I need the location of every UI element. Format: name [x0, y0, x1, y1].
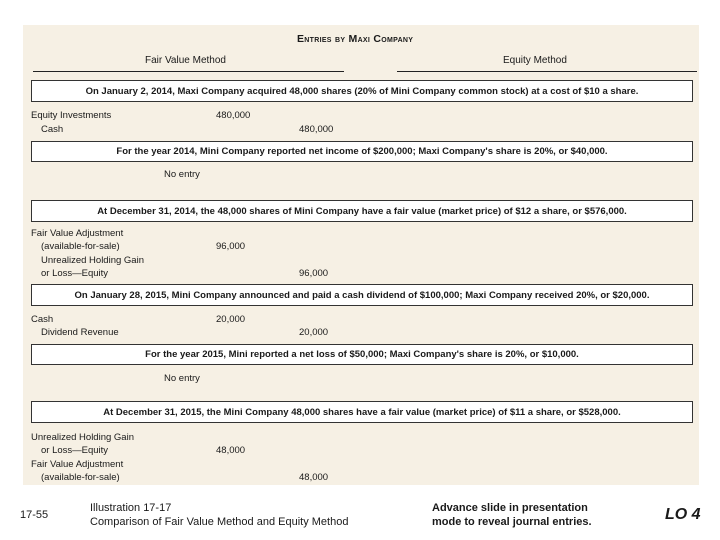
presentation-note-line-2: mode to reveal journal entries. [432, 516, 592, 528]
entry-6-line-1: Unrealized Holding Gain [31, 432, 134, 443]
entry-1-debit-amount: 480,000 [216, 110, 251, 121]
entry-4-credit-amount: 20,000 [299, 327, 329, 338]
fair-value-heading: Fair Value Method [145, 55, 226, 66]
entry-5-no-entry: No entry [164, 373, 200, 384]
entry-3-line-1: Fair Value Adjustment [31, 228, 124, 239]
equity-rule [397, 71, 697, 72]
entry-4-debit-amount: 20,000 [216, 314, 246, 325]
entry-6-debit-amount: 48,000 [216, 445, 246, 456]
learning-objective: LO 4 [665, 506, 701, 523]
entry-3-line-4: or Loss—Equity [41, 268, 109, 279]
illustration-subtitle: Comparison of Fair Value Method and Equity Method [90, 516, 349, 528]
entry-3-line-2: (available-for-sale) [41, 241, 120, 252]
entry-3-line-3: Unrealized Holding Gain [41, 255, 144, 266]
event-band-4: On January 28, 2015, Mini Company announced and paid a cash dividend of $100,000; Maxi Company received 20%, or $20,000. [31, 284, 693, 306]
page-title: Entries by Maxi Company [297, 33, 414, 45]
entry-2-no-entry: No entry [164, 169, 200, 180]
equity-heading: Equity Method [503, 55, 567, 66]
entry-1-credit-account: Cash [41, 124, 64, 135]
event-band-3: At December 31, 2014, the 48,000 shares of Mini Company have a fair value (market price) of $12 a share, or $576,000. [31, 200, 693, 222]
entry-3-debit-amount: 96,000 [216, 241, 246, 252]
entry-4-debit-account: Cash [31, 314, 54, 325]
entry-1-credit-amount: 480,000 [299, 124, 334, 135]
event-band-1: On January 2, 2014, Maxi Company acquired 48,000 shares (20% of Mini Company common stock) at a cost of $10 a share. [31, 80, 693, 102]
presentation-note-line-1: Advance slide in presentation [432, 502, 588, 514]
entry-1-debit-account: Equity Investments [31, 110, 112, 121]
event-band-5: For the year 2015, Mini reported a net loss of $50,000; Maxi Company's share is 20%, or $10,000. [31, 344, 693, 365]
event-band-6: At December 31, 2015, the Mini Company 48,000 shares have a fair value (market price) of $11 a share, or $528,000. [31, 401, 693, 423]
entry-6-credit-amount: 48,000 [299, 472, 329, 483]
illustration-title: Illustration 17-17 [90, 502, 172, 514]
entry-6-line-2: or Loss—Equity [41, 445, 109, 456]
entry-6-line-4: (available-for-sale) [41, 472, 120, 483]
event-band-2: For the year 2014, Mini Company reported net income of $200,000; Maxi Company's share is 20%, or $40,000. [31, 141, 693, 162]
entry-6-line-3: Fair Value Adjustment [31, 459, 124, 470]
entry-3-credit-amount: 96,000 [299, 268, 329, 279]
slide-number: 17-55 [20, 509, 49, 521]
entry-4-credit-account: Dividend Revenue [41, 327, 119, 338]
fair-value-rule [33, 71, 344, 72]
